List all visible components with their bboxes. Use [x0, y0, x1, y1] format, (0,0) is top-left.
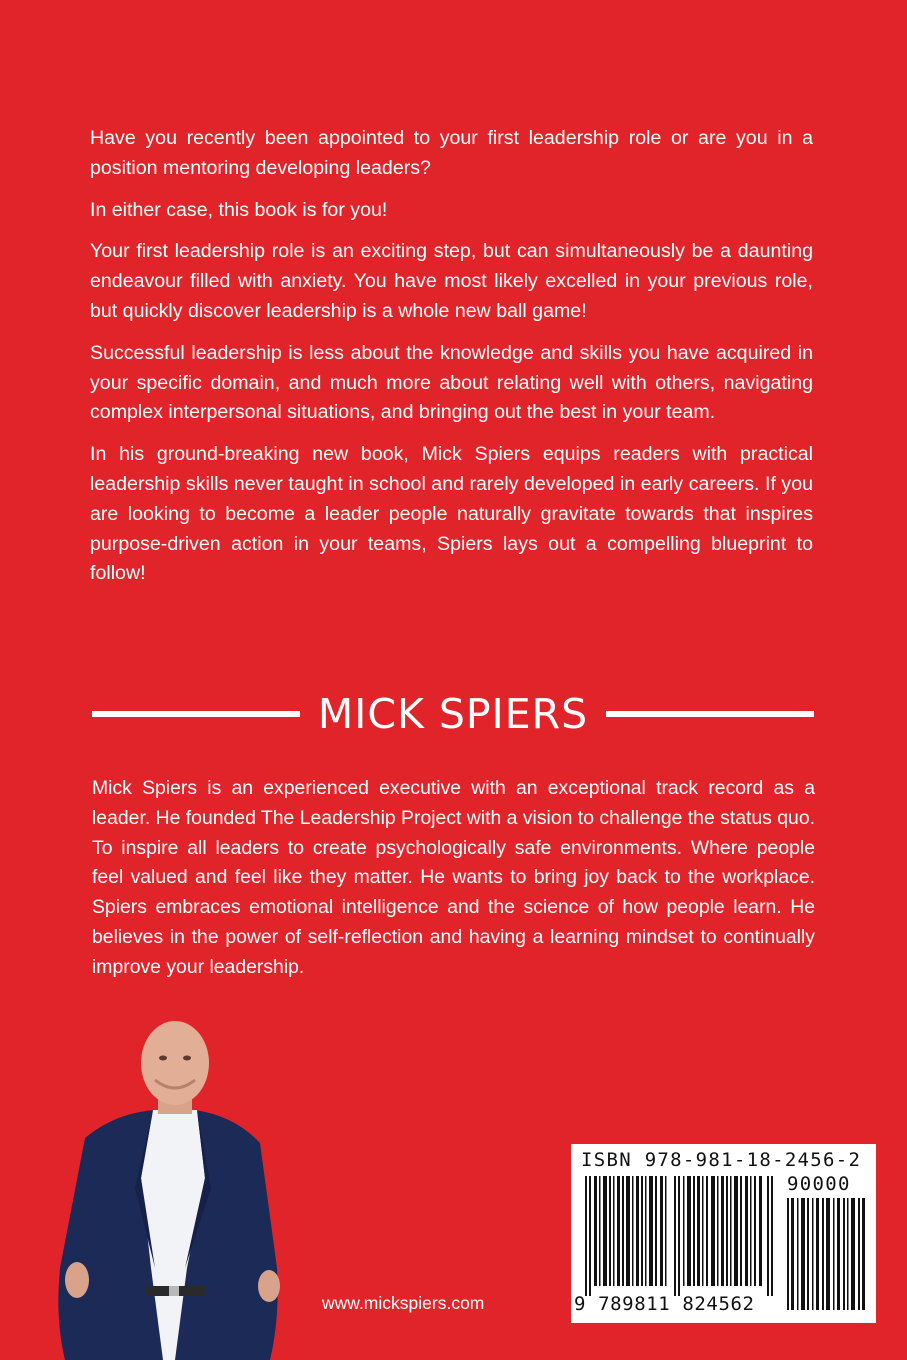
author-portrait	[55, 1018, 285, 1360]
author-name: MICK SPIERS	[317, 690, 589, 738]
right-divider	[606, 711, 814, 717]
blurb-paragraph-4: Successful leadership is less about the knowledge and skills you have acquired in your specific domain, and much more about relating well with others, navigating complex interpersonal situations, and bringing out the best in your team.	[90, 341, 813, 424]
ean-number: 9 789811 824562	[574, 1293, 755, 1315]
author-bio	[92, 774, 815, 983]
isbn-number: ISBN 978-981-18-2456-2	[581, 1149, 862, 1171]
book-blurb	[90, 124, 813, 601]
blurb-paragraph-2: In either case, this book is for you!	[90, 198, 388, 221]
left-divider	[92, 711, 300, 717]
author-name-heading	[92, 686, 814, 742]
ean-barcode-bars	[585, 1176, 773, 1296]
author-bio-text: Mick Spiers is an experienced executive with an exceptional track record as a leader. He founded The Leadership Project with a vision to challenge the status quo. To inspire all leaders to create psychologically safe environments. Where people feel valued and feel like they matter. He wants to bring joy back to the workplace. Spiers embraces emotional intelligence and the science of how people learn. He believes in the power of self-reflection and having a learning mindset to continually improve your leadership.	[92, 777, 815, 978]
author-website: www.mickspiers.com	[322, 1293, 485, 1313]
blurb-paragraph-1: Have you recently been appointed to your first leadership role or are you in a position mentoring developing leaders?	[90, 127, 813, 179]
blurb-paragraph-5: In his ground-breaking new book, Mick Spiers equips readers with practical leadership skills never taught in school and rarely developed in early careers. If you are looking to become a leader people naturally gravitate towards that inspires purpose-driven action in your teams, Spiers lays out a compelling blueprint to follow!	[90, 443, 813, 585]
price-code: 90000	[787, 1173, 851, 1195]
blurb-paragraph-3: Your first leadership role is an exciting step, but can simultaneously be a daunting endeavour filled with anxiety. You have most likely excelled in your previous role, but quickly discover leadership is a whole new ball game!	[90, 240, 813, 322]
isbn-barcode	[571, 1144, 876, 1323]
price-barcode-bars	[787, 1198, 865, 1310]
